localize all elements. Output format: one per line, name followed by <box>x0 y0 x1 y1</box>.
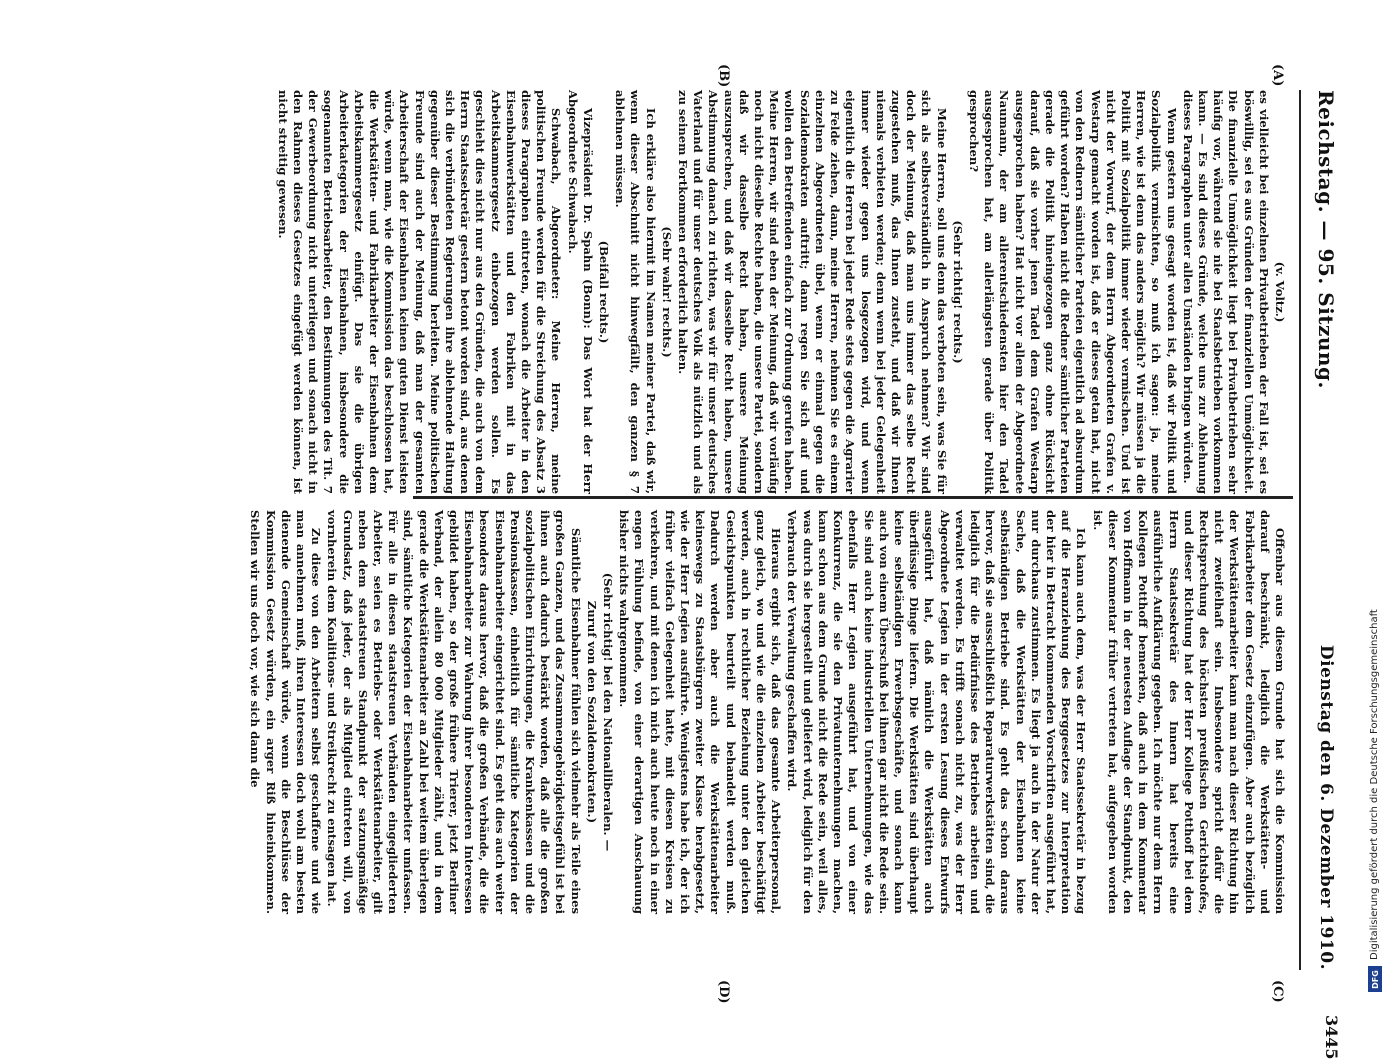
paragraph: Hieraus ergibt sich, daß das gesamte Arbeiterpersonal, ganz gleich, wo und wie die einzelnen Arbeiter beschäftigt werden, auch in rechtlicher Beziehung unter den gleichen Gesichtspunkten beurteilt und behandelt werden muß. Dadurch werden aber auch die Werkstättenarbeiter keineswegs zu Staatsbürgern zweiter Klasse herabgesetzt, wie der Herr Legien ausführte. Wenigstens habe ich, der ich früher vielfach Gelegenheit hatte, mit diesen Kreisen zu verkehren, und mit denen ich mich auch heute noch in einer engen Fühlung befinde, von einer derartigen Anschauung bisher nichts wahrgenommen. <box>617 510 784 914</box>
interjection: (Sehr richtig! bei den Nationalliberalen. — <box>601 572 616 852</box>
footer-credit: Digitalisierung gefördert durch die Deutsche Forschungsgemeinschaft <box>1369 609 1380 960</box>
paragraph: Meine Herren, soll uns denn das verboten sein, was Sie für sich als selbstverständlich in Anspruch nehmen? Wir sind doch der Meinung, daß man uns immer das selbe Recht zugestehen muß, das Ihnen zusteht, und daß wir Ihnen niemals verbieten werden; denn wenn bei jeder Gelegenheit immer wieder gegen uns losgezogen wird, und wenn eigentlich die Herren bei jeder Rede stets gegen die Agrarier zu Felde ziehen, dann, meine Herren, nehmen Sie es einem einzelnen Abgeordneten übel, wenn er einmal gegen die Sozialdemokraten auftritt; dann regen Sie sich auf und wollen den Betreffenden einfach zur Ordnung gerufen haben. Meine Herren, wir sind eben der Meinung, daß wir vorläufig noch nicht dieselbe Rechte haben, die unsere Partei, sondern daß wir dasselbe Recht haben, unsere Meinung auszusprechen, und daß wir dasselbe Recht haben, unsere Abstimmung danach zu richten, was wir für unser deutsches Vaterland und für unser deutsches Volk als nützlich und als zu seinem Fortkommen erforderlich halten. <box>676 90 949 494</box>
column-divider <box>413 496 1293 499</box>
header-right: Dienstag den 6. Dezember 1910. <box>1316 644 1336 970</box>
document-page <box>16 0 1383 1060</box>
paragraph: Vizepräsident Dr. Spahn (Bonn): Das Wort hat der Herr Abgeordnete Schwabach. <box>565 90 595 494</box>
paragraph: Zu diese von den Arbeitern selbst geschaffene und wie man annehmen muß, ihren Interessen doch wohl am besten dienende Gemeinschaft würde, wenn die Beschlüsse der Kommission Gesetz würden, ein arger Riß hineinkommen. Stellen wir uns doch vor, wie sich dann die <box>248 510 324 914</box>
margin-letter-d: (D) <box>716 980 731 1004</box>
running-header <box>1308 90 1348 970</box>
dfg-logo-text: DFG <box>1370 969 1380 989</box>
speaker-tag: (v. Voltz.) <box>1273 261 1287 323</box>
footer-strip <box>1367 0 1383 1000</box>
interjection: (Sehr richtig! rechts.) <box>950 220 965 364</box>
left-column <box>275 90 1287 494</box>
right-column <box>248 510 1287 914</box>
margin-letter-c: (C) <box>1270 980 1285 1003</box>
paragraph: es vielleicht bei einzelnen Privatbetrieben der Fall ist, sei es böswillig, sei es aus Gründen der finanziellen Unmöglichkeit. Die finanzielle Unmöglichkeit liegt bei Privatbetrieben sehr häufig vor, während sie nie bei Staatsbetrieben vorkommen kann. — Es sind dieses Gründe, welche uns zur Ablehnung dieses Paragraphen unter allen Umständen bringen würden. <box>1180 90 1271 494</box>
interjection: Zuruf von den Sozialdemokraten.) <box>584 600 599 824</box>
page-number: 3445 <box>1322 1015 1341 1060</box>
header-rule <box>1299 90 1301 970</box>
dfg-logo-icon <box>1368 966 1382 992</box>
interjection: (Sehr wahr! rechts.) <box>659 226 674 358</box>
paragraph: Offenbar aus diesem Grunde hat sich die Kommission darauf beschränkt, lediglich die Werkstätten- und Fabrikarbeiter dem Gesetz einzufügen. Aber auch bezüglich der Werkstättenarbeiter kann man nach dieser Richtung hin nicht zweifelhaft sein. Insbesondere spricht dafür die Rechtsprechung des höchsten preußischen Gerichtshofes, und dieser Richtung hat der Herr Kollege Potthoff bei dem Herrn Staatssekretär des Innern hat bereits eine ausführliche Aufklärung gegeben. Ich möchte nur dem Herrn Kollegen Potthoff bemerken, daß auch in dem Kommentar von Hoffmann in der neuesten Auflage der Standpunkt, den dieser Kommentar früher vertreten hat, aufgegeben worden ist. <box>1090 510 1287 914</box>
paragraph: Ich kann auch dem, was der Herr Staatssekretär in bezug auf die Heranziehung des Berggesetzes zur Interpretation der hier in Betracht kommenden Vorschriften ausgeführt hat, nur durchaus zustimmen. Es liegt ja auch in der Natur der Sache, daß die Werkstätten der Eisenbahnen keine selbständigen Betriebe sind. Es geht das schon daraus hervor, daß sie ausschließlich Reparaturwerkstätten sind, die lediglich für die Bedürfnisse des Betriebes arbeiten und verwaltet werden. Es trifft sonach nicht zu, was der Herr Abgeordnete Legien in der ersten Lesung dieses Entwurfs ausgeführt hat, daß nämlich die Werkstätten auch überflüssige Dinge liefern. Die Werkstätten sind überhaupt keine selbständigen Erwerbsgeschäfte, und sonach kann auch von einem Überschuß bei ihnen gar nicht die Rede sein. Sie sind auch keine industriellen Unternehmungen, wie das ebenfalls Herr Legien ausgeführt hat, und von einer Konkurrenz, die sie den Privatunternehmungen machen, kann schon aus dem Grunde nicht die Rede sein, weil alles, was durch sie hergestellt und geliefert wird, lediglich für den Verbrauch der Verwaltung geschaffen wird. <box>785 510 1089 914</box>
paragraph: Wenn gestern uns gesagt worden ist, daß wir Politik und Sozialpolitik vermischten, so muß ich sagen: ja, meine Herren, wie ist denn das anders möglich? Wir müssen ja die Politik mit Sozialpolitik immer wieder vermischen. Und ist nicht der Vorwurf, der dem Herrn Abgeordneten Grafen v. Westarp gemacht worden ist, daß er dieses getan hat, nicht von den Rednern sämtlicher Parteien eigentlich ad absurdum geführt worden? Haben nicht die Redner sämtlicher Parteien gerade die Politik hineingezogen ganz ohne Rücksicht darauf, daß sie vorher jenen Tadel dem Grafen Westarp ausgesprochen haben? Hat nicht vor allem der Abgeordnete Naumann, der am allerentschiedensten hier den Tadel ausgesprochen hat, am allerlängsten gerade über Politik gesprochen? <box>966 90 1179 494</box>
paragraph: Ich erkläre also hiermit im Namen meiner Partei, daß wir, wenn dieser Abschnitt nicht hinwegfällt, den ganzen § 7 ablehnen müssen. <box>613 90 658 494</box>
margin-letter-a: (A) <box>1270 64 1285 87</box>
paragraph: Schwabach, Abgeordneter: Meine Herren, meine politischen Freunde werden für die Streichung des Absatz 3 dieses Paragraphen eintreten, wonach die Arbeiter in den Eisenbahnwerkstätten und den Fabriken mit in das Arbeitskammergesetz einbezogen werden sollen. Es geschieht dies nicht nur aus den Gründen, die auch von dem Herrn Staatssekretär gestern betont worden sind, aus denen sich die verbündeten Regierungen ihre ablehnende Haltung gegenüber dieser Bestimmung herleiten. Meine politischen Freunde sind auch der Meinung, daß man der gesamten Arbeiterschaft der Eisenbahnen keinen guten Dienst leisten würde, wenn man, wie die Kommission das beschlossen hat, die Werkstätten- und Fabrikarbeiter der Eisenbahnen dem Arbeitskammergesetz einfügt. Das sie die übrigen Arbeiterkategorien der Eisenbahnen, insbesondere die sogenannten Betriebsarbeiter, den Bestimmungen des Tit. 7 der Gewerbeordnung nicht unterliegen und sonach nicht in den Rahmen dieses Gesetzes eingefügt werden können, ist nicht streitig gewesen. <box>275 90 564 494</box>
margin-letter-b: (B) <box>716 64 731 88</box>
interjection: (Beifall rechts.) <box>597 240 612 344</box>
paragraph: Sämtliche Eisenbahner fühlen sich vielmehr als Teile eines großen Ganzen, und das Zusammengehörigkeitsgefühl ist bei ihnen auch dadurch bestärkt worden, daß alle die großen sozialpolitischen Einrichtungen, die Krankenkassen und die Pensionskassen, einheitlich für sämtliche Kategorien der Eisenbahnarbeiter eingerichtet sind. Es geht dies auch weiter besonders daraus hervor, daß die großen Verbände, die die Eisenbahnarbeiter zur Wahrung ihrer besonderen Interessen gebildet haben, so der große frühere Trierer, jetzt Berliner Verband, der allein 80 000 Mitglieder zählt, und in dem gerade die Werkstättenarbeiter an Zahl bei weitem überlegen sind, sämtliche Kategorien der Eisenbahnarbeiter umfassen. Für alle in diesen staatstreuen Verbänden eingegliederten Arbeiter, seien es Betriebs- oder Werkstättenarbeiter, gilt neben dem staatstreuen Standpunkt der satzungsmäßige Grundsatz, daß jeder, der als Mitglied eintreten will, von vornherein dem Koalitions- und Streikrecht zu entsagen hat. <box>325 510 583 914</box>
header-left: Reichstag. — 95. Sitzung. <box>1314 90 1338 389</box>
